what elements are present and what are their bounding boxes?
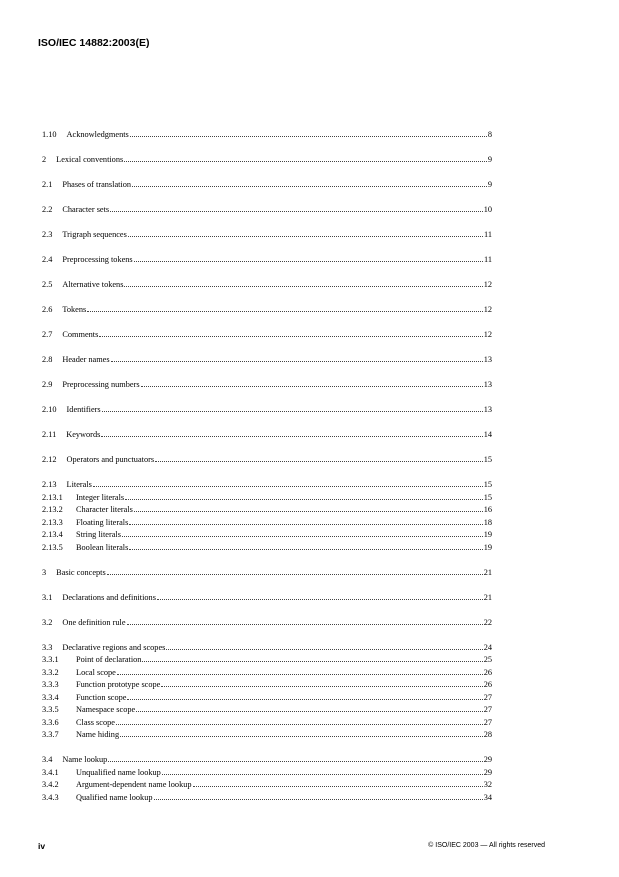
toc-dot-leader [101, 435, 482, 437]
toc-entry-number: 2.10 [42, 405, 57, 414]
toc-entry-title: Unqualified name lookup [76, 767, 161, 777]
toc-entry-number: 3.4 [42, 755, 53, 764]
toc-entry-page: 24 [483, 642, 492, 652]
toc-dot-leader [93, 485, 483, 487]
toc-entry-page: 25 [483, 655, 492, 664]
table-of-contents [42, 130, 492, 805]
toc-entry-title: Keywords [66, 430, 101, 439]
toc-entry-title: Name lookup [62, 755, 108, 764]
toc-dot-leader [130, 135, 487, 137]
toc-entry[interactable] [42, 430, 492, 443]
toc-dot-leader [162, 773, 483, 775]
toc-entry-number: 3.4.1 [42, 767, 59, 777]
toc-entry-title: Literals [66, 480, 92, 489]
toc-entry-number: 3.4.2 [42, 780, 59, 789]
toc-entry[interactable] [42, 205, 492, 218]
toc-entry-title: Alternative tokens [62, 280, 124, 289]
toc-dot-leader [102, 410, 483, 412]
toc-entry[interactable] [42, 480, 492, 493]
toc-dot-leader [108, 760, 482, 762]
toc-entry-number: 2.1 [42, 180, 53, 189]
toc-entry[interactable] [42, 568, 492, 581]
toc-entry[interactable] [42, 155, 492, 168]
toc-dot-leader [120, 735, 483, 737]
toc-entry[interactable] [42, 768, 492, 781]
toc-dot-leader [124, 285, 482, 287]
toc-dot-leader [166, 648, 482, 650]
toc-entry[interactable] [42, 755, 492, 768]
toc-entry[interactable] [42, 305, 492, 318]
toc-entry[interactable] [42, 668, 492, 681]
toc-dot-leader [155, 460, 483, 462]
toc-entry-number: 2.13.5 [42, 542, 63, 552]
toc-entry-number: 2.4 [42, 255, 53, 264]
toc-entry-title: Namespace scope [76, 705, 136, 714]
toc-entry-number: 2.8 [42, 355, 53, 364]
toc-entry-page: 21 [483, 567, 492, 577]
toc-dot-leader [134, 510, 483, 512]
toc-entry-title: Preprocessing numbers [62, 380, 140, 389]
toc-entry-number: 2.13 [42, 480, 57, 489]
toc-entry[interactable] [42, 655, 492, 668]
toc-entry[interactable] [42, 330, 492, 343]
toc-entry[interactable] [42, 455, 492, 468]
toc-dot-leader [154, 798, 483, 800]
toc-entry[interactable] [42, 618, 492, 631]
toc-entry-number: 3.4.3 [42, 792, 59, 802]
toc-entry[interactable] [42, 730, 492, 743]
toc-dot-leader [110, 210, 483, 212]
toc-entry-page: 19 [483, 542, 492, 552]
toc-entry[interactable] [42, 505, 492, 518]
toc-dot-leader [132, 185, 487, 187]
toc-entry-number: 2.2 [42, 205, 53, 214]
toc-entry-number: 2.9 [42, 380, 53, 389]
toc-entry-page: 27 [483, 705, 492, 714]
toc-entry-title: String literals [76, 530, 121, 539]
toc-entry-page: 29 [483, 767, 492, 777]
page-number-footer: iv [38, 841, 46, 851]
toc-dot-leader [127, 698, 482, 700]
toc-entry-page: 27 [483, 692, 492, 702]
toc-entry-title: Acknowledgments [66, 130, 129, 139]
toc-entry[interactable] [42, 280, 492, 293]
toc-entry-title: Phases of translation [62, 180, 132, 189]
toc-entry[interactable] [42, 405, 492, 418]
toc-entry[interactable] [42, 793, 492, 806]
toc-entry-page: 15 [483, 480, 492, 489]
toc-entry-number: 3 [42, 567, 47, 577]
toc-entry-number: 2.13.4 [42, 530, 63, 539]
toc-entry-page: 28 [483, 730, 492, 739]
toc-entry-number: 2.7 [42, 330, 53, 339]
toc-entry[interactable] [42, 693, 492, 706]
toc-entry-title: Basic concepts [56, 567, 106, 577]
toc-dot-leader [142, 660, 482, 662]
toc-entry-title: Tokens [62, 305, 87, 314]
toc-entry-page: 9 [487, 155, 492, 164]
toc-entry[interactable] [42, 593, 492, 606]
toc-entry-page: 12 [483, 280, 492, 289]
toc-entry-title: Header names [62, 355, 110, 364]
toc-dot-leader [134, 260, 483, 262]
toc-entry-title: Function scope [76, 692, 127, 702]
toc-entry-title: Local scope [76, 667, 116, 677]
toc-entry-page: 10 [483, 205, 492, 214]
toc-entry-title: Point of declaration [76, 655, 142, 664]
toc-entry-page: 9 [487, 180, 492, 189]
toc-entry-number: 3.3.3 [42, 680, 59, 689]
toc-dot-leader [116, 723, 483, 725]
toc-entry[interactable] [42, 543, 492, 556]
toc-dot-leader [125, 498, 483, 500]
toc-entry-number: 2.13.2 [42, 505, 63, 514]
toc-dot-leader [129, 523, 482, 525]
toc-entry[interactable] [42, 530, 492, 543]
toc-entry-title: Class scope [76, 717, 115, 727]
toc-entry-number: 3.3.6 [42, 717, 59, 727]
toc-dot-leader [157, 598, 483, 600]
toc-entry-page: 34 [483, 792, 492, 802]
toc-dot-leader [111, 360, 483, 362]
toc-entry-page: 19 [483, 530, 492, 539]
toc-entry-page: 27 [483, 717, 492, 727]
toc-entry-page: 22 [483, 617, 492, 627]
toc-entry[interactable] [42, 130, 492, 143]
toc-entry-title: Preprocessing tokens [62, 255, 133, 264]
toc-dot-leader [129, 548, 482, 550]
toc-entry-number: 3.3.4 [42, 692, 59, 702]
toc-dot-leader [193, 785, 483, 787]
toc-entry-title: Boolean literals [76, 542, 129, 552]
toc-entry-title: Trigraph sequences [62, 230, 127, 239]
toc-entry-title: Integer literals [76, 492, 125, 502]
toc-entry-page: 11 [484, 230, 492, 239]
toc-entry-number: 2.6 [42, 305, 53, 314]
toc-entry-number: 3.3 [42, 642, 53, 652]
toc-entry-page: 26 [483, 680, 492, 689]
document-id-header: ISO/IEC 14882:2003(E) [38, 37, 150, 49]
toc-entry-title: Declarations and definitions [62, 592, 156, 602]
toc-dot-leader [124, 160, 487, 162]
toc-dot-leader [136, 710, 483, 712]
toc-entry-number: 2.5 [42, 280, 53, 289]
toc-entry-page: 29 [483, 755, 492, 764]
toc-entry[interactable] [42, 180, 492, 193]
toc-entry-title: Floating literals [76, 517, 129, 527]
toc-entry[interactable] [42, 780, 492, 793]
toc-entry[interactable] [42, 493, 492, 506]
toc-entry-number: 2.12 [42, 455, 57, 464]
toc-entry-number: 2.13.1 [42, 492, 63, 502]
toc-entry[interactable] [42, 705, 492, 718]
toc-entry-number: 3.3.1 [42, 655, 59, 664]
toc-entry-page: 13 [483, 380, 492, 389]
toc-dot-leader [117, 673, 483, 675]
toc-entry-number: 3.3.5 [42, 705, 59, 714]
toc-entry[interactable] [42, 255, 492, 268]
toc-entry-title: Operators and punctuators [66, 455, 155, 464]
toc-entry-title: Character sets [62, 205, 110, 214]
toc-dot-leader [122, 535, 483, 537]
toc-entry-page: 8 [487, 130, 492, 139]
toc-entry-title: One definition rule [62, 617, 126, 627]
toc-entry[interactable] [42, 230, 492, 243]
toc-entry-page: 18 [483, 517, 492, 527]
toc-dot-leader [128, 235, 483, 237]
toc-dot-leader [141, 385, 483, 387]
toc-entry-title: Name hiding [76, 730, 120, 739]
toc-entry-page: 12 [483, 330, 492, 339]
toc-entry-title: Identifiers [66, 405, 101, 414]
toc-entry-page: 26 [483, 667, 492, 677]
toc-entry[interactable] [42, 518, 492, 531]
toc-entry-page: 21 [483, 592, 492, 602]
copyright-footer: © ISO/IEC 2003 — All rights reserved [428, 842, 545, 849]
toc-entry-number: 3.3.2 [42, 667, 59, 677]
toc-entry-title: Character literals [76, 505, 133, 514]
toc-entry-title: Comments [62, 330, 99, 339]
toc-entry-page: 15 [483, 492, 492, 502]
toc-entry-title: Lexical conventions [56, 155, 124, 164]
toc-entry-page: 32 [483, 780, 492, 789]
toc-entry-page: 12 [483, 305, 492, 314]
toc-entry-number: 2 [42, 155, 47, 164]
toc-dot-leader [99, 335, 482, 337]
toc-entry-number: 2.11 [42, 430, 57, 439]
toc-entry-page: 14 [483, 430, 492, 439]
toc-entry-title: Function prototype scope [76, 680, 161, 689]
toc-entry-number: 3.1 [42, 592, 53, 602]
toc-entry[interactable] [42, 355, 492, 368]
toc-entry-title: Argument-dependent name lookup [76, 780, 192, 789]
toc-entry-page: 13 [483, 405, 492, 414]
toc-dot-leader [127, 623, 483, 625]
toc-entry-page: 11 [484, 255, 492, 264]
toc-entry-number: 3.3.7 [42, 730, 59, 739]
toc-entry-title: Qualified name lookup [76, 792, 153, 802]
toc-entry-title: Declarative regions and scopes [62, 642, 166, 652]
toc-entry[interactable] [42, 380, 492, 393]
toc-dot-leader [161, 685, 482, 687]
toc-entry-number: 2.13.3 [42, 517, 63, 527]
toc-entry[interactable] [42, 643, 492, 656]
toc-entry-page: 16 [483, 505, 492, 514]
toc-entry-number: 2.3 [42, 230, 53, 239]
toc-dot-leader [107, 573, 483, 575]
toc-dot-leader [87, 310, 482, 312]
toc-entry-page: 13 [483, 355, 492, 364]
toc-entry[interactable] [42, 718, 492, 731]
toc-entry-number: 1.10 [42, 130, 57, 139]
toc-entry-number: 3.2 [42, 617, 53, 627]
toc-entry-page: 15 [483, 455, 492, 464]
toc-entry[interactable] [42, 680, 492, 693]
